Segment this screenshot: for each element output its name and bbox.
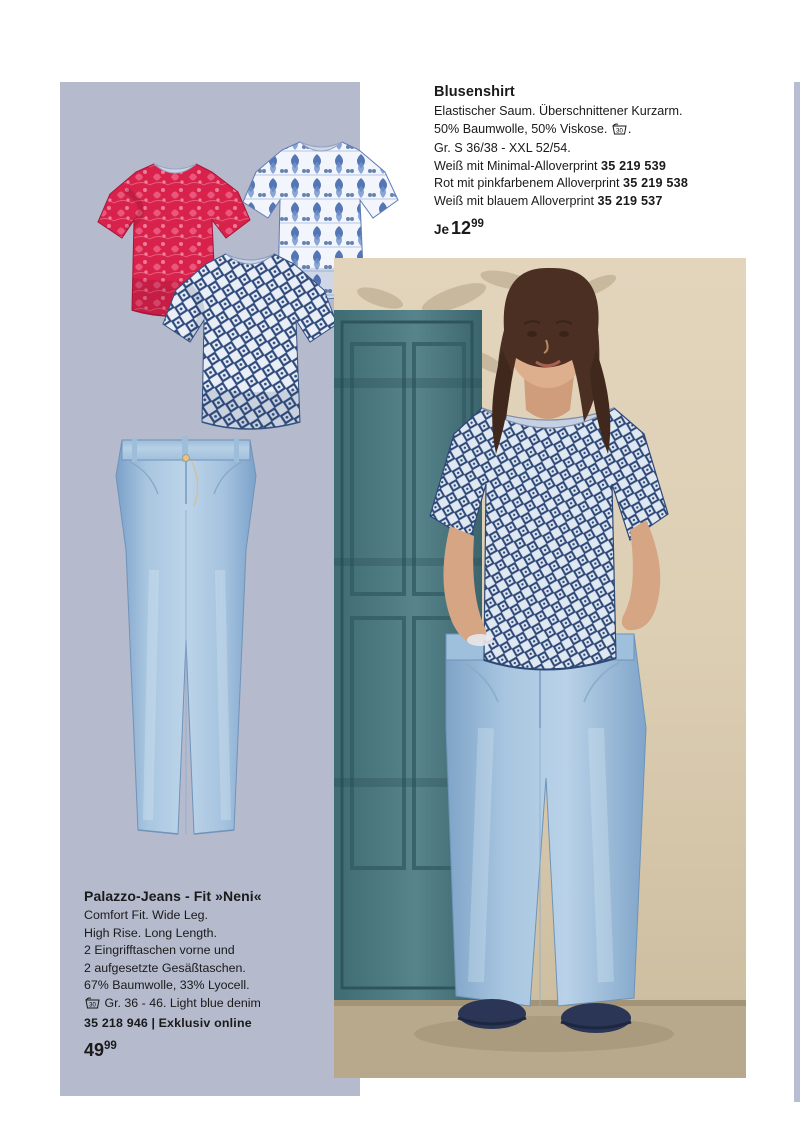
- wash-tub-30-icon: [612, 122, 627, 141]
- variant-article: 35 219 538: [623, 176, 689, 190]
- model-photo: [334, 258, 746, 1078]
- blusenshirt-variant-2: [434, 175, 764, 193]
- blusenshirt-material: 50% Baumwolle, 50% Viskose.: [434, 121, 608, 136]
- blusenshirt-variant-1: [434, 158, 764, 176]
- availability-badge: Exklusiv online: [158, 1015, 252, 1030]
- variant-label: Rot mit pinkfarbenem Alloverprint: [434, 176, 620, 190]
- palazzo-price: [84, 1040, 384, 1061]
- palazzo-jeans-text-block: [84, 888, 384, 1079]
- blusenshirt-price: [434, 218, 764, 239]
- wash-tub-30-icon: [85, 996, 100, 1015]
- blusenshirt-variant-3: [434, 193, 764, 211]
- variant-label: Weiß mit Minimal-Alloverprint: [434, 158, 598, 173]
- palazzo-line-4: 2 aufgesetzte Gesäßtaschen.: [84, 960, 246, 975]
- variant-article: 35 219 539: [601, 158, 667, 173]
- palazzo-jeans-title: Palazzo-Jeans - Fit »Neni«: [84, 888, 262, 904]
- blusenshirt-sizes: Gr. S 36/38 - XXL 52/54.: [434, 141, 571, 155]
- navy-geometric-shirt: [160, 240, 360, 455]
- price-whole: 12: [451, 218, 472, 238]
- palazzo-article: 35 218 946: [84, 1015, 149, 1030]
- price-cents: 99: [104, 1040, 117, 1053]
- price-prefix: Je: [434, 222, 450, 237]
- palazzo-size-line: [84, 995, 384, 1015]
- separator: |: [151, 1015, 156, 1030]
- blusenshirt-title: Blusenshirt: [434, 84, 515, 100]
- light-blue-wide-leg-jeans: [96, 430, 276, 860]
- blusenshirt-line-2: 50% Baumwolle, 50% Viskose. 30 .: [434, 121, 764, 141]
- palazzo-line-1: Comfort Fit. Wide Leg.: [84, 908, 208, 922]
- palazzo-line-3: 2 Eingrifftaschen vorne und: [84, 943, 235, 958]
- variant-label: Weiß mit blauem Alloverprint: [434, 193, 595, 208]
- price-cents: 99: [471, 218, 484, 230]
- variant-article: 35 219 537: [597, 193, 663, 208]
- palazzo-sizes: Gr. 36 - 46. Light blue denim: [104, 995, 261, 1010]
- blusenshirt-line-1: Elastischer Saum. Überschnittener Kurzarm.: [434, 104, 683, 118]
- page-edge-strip: [794, 82, 800, 1102]
- svg-text:30: 30: [616, 128, 623, 134]
- blusenshirt-text-block: [434, 84, 764, 257]
- svg-text:30: 30: [89, 1002, 96, 1009]
- palazzo-article-line: [84, 1015, 384, 1033]
- palazzo-line-2: High Rise. Long Length.: [84, 925, 217, 940]
- price-whole: 49: [84, 1040, 105, 1061]
- palazzo-line-5: 67% Baumwolle, 33% Lyocell.: [84, 978, 250, 993]
